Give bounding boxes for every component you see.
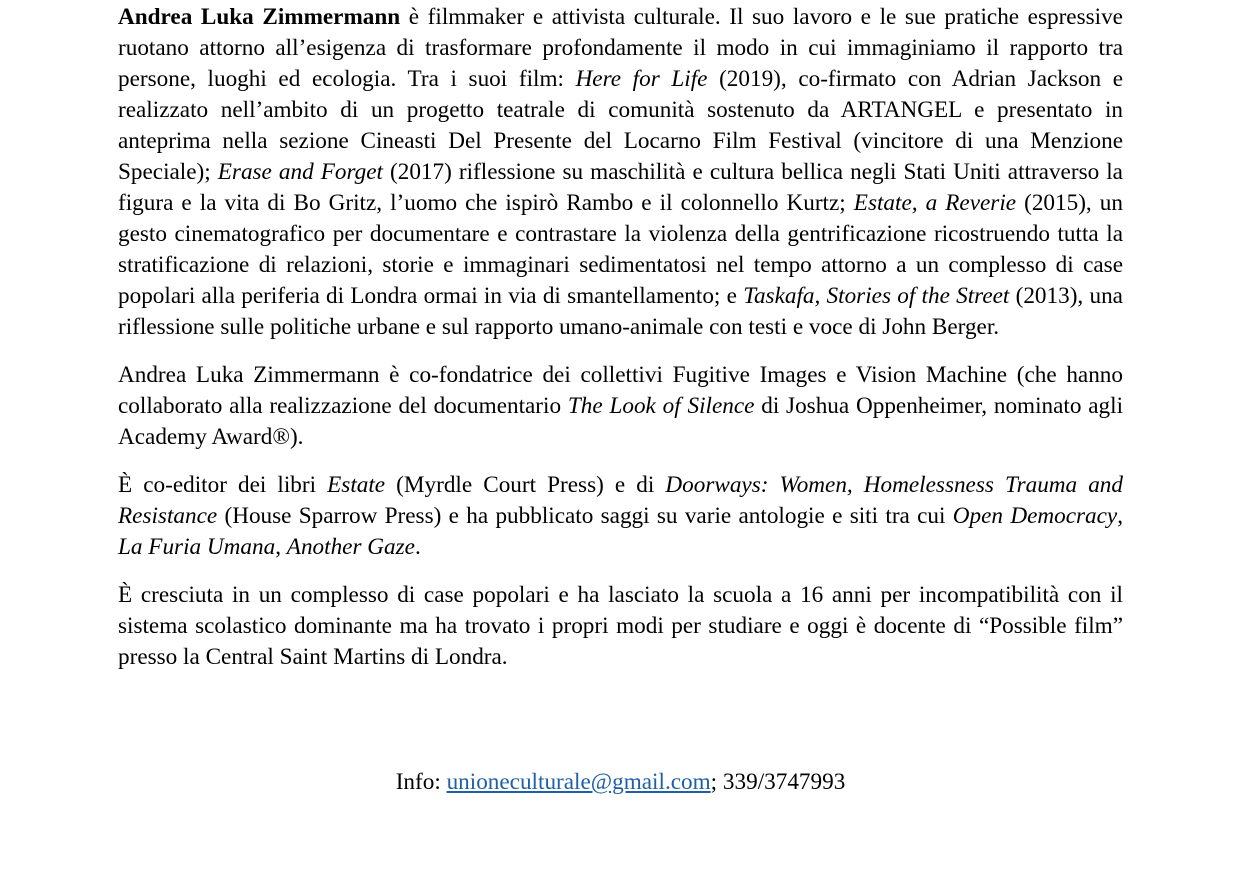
bio-paragraph-education (118, 580, 1123, 673)
bio-text: è filmmaker e attivista culturale. Il suo lavoro e le sue pratiche espressive ruotano attorno all’esigenza di trasformare profondamente il modo in cui immaginiamo il rapporto tra persone, luoghi ed ecologia. Tra i suoi film: (118, 4, 1123, 92)
bio-paragraph-collectives (118, 360, 1123, 453)
bio-text: È cresciuta in un complesso di case popolari e ha lasciato la scuola a 16 anni per incompatibilità con il sistema scolastico dominante ma ha trovato i propri modi per studiare e oggi è docente di “Possible film” presso la Central Saint Martins di Londra. (118, 582, 1123, 670)
publication-title: Open Democracy (952, 503, 1118, 529)
bio-paragraph-films (118, 2, 1123, 343)
author-name: Andrea Luka Zimmermann (118, 4, 401, 30)
bio-text: Andrea Luka Zimmermann è co-fondatrice dei collettivi Fugitive Images e Vision Machine (che hanno collaborato alla realizzazione del documentario (118, 362, 1123, 419)
separator: , (1117, 503, 1124, 529)
bio-text: di Joshua Oppenheimer, nominato agli Academy Award®). (118, 393, 1124, 450)
bio-text: (2015), un gesto cinematografico per documentare e contrastare la violenza della gentrificazione ricostruendo tutta la stratificazione di relazioni, storie e immaginari sedimentatosi nel tempo attorno a un complesso di case popolari alla periferia di Londra ormai in via di smantellamento; e (118, 190, 1123, 309)
film-title: Erase and Forget (217, 159, 383, 185)
separator: , (275, 534, 287, 560)
book-title: Estate (327, 472, 386, 498)
film-title: Estate, a Reverie (853, 190, 1017, 216)
publication-title: Another Gaze (286, 534, 415, 560)
publication-title: La Furia Umana (118, 534, 276, 560)
email-link[interactable]: unioneculturale@gmail.com (446, 769, 711, 795)
bio-paragraph-publications (118, 470, 1123, 563)
bio-text: (2019), co-firmato con Adrian Jackson e realizzato nell’ambito di un progetto teatrale di comunità sostenuto da ARTANGEL e presentato in anteprima nella sezione Cineasti Del Presente del Locarno Film Festival (vincitore di una Menzione Speciale); (118, 66, 1124, 185)
contact-info (0, 767, 1241, 798)
phone-number: ; 339/3747993 (710, 769, 846, 795)
film-title: The Look of Silence (567, 393, 755, 419)
book-title: Doorways: Women, Homelessness Trauma and Resistance (118, 472, 1123, 529)
bio-text: È co-editor dei libri (118, 472, 328, 498)
bio-text: (House Sparrow Press) e ha pubblicato saggi su varie antologie e siti tra cui (217, 503, 953, 529)
bio-text: (2017) riflessione su maschilità e cultura bellica negli Stati Uniti attraverso la figura e la vita di Bo Gritz, l’uomo che ispirò Rambo e il colonnello Kurtz; (118, 159, 1123, 216)
bio-text: . (414, 534, 421, 560)
document-body (118, 0, 1123, 673)
bio-text: (2013), una riflessione sulle politiche urbane e sul rapporto umano-animale con testi e voce di John Berger. (118, 283, 1123, 340)
film-title: Taskafa, Stories of the Street (743, 283, 1010, 309)
info-label: Info: (395, 769, 447, 795)
film-title: Here for Life (575, 66, 708, 92)
bio-text: (Myrdle Court Press) e di (385, 472, 666, 498)
